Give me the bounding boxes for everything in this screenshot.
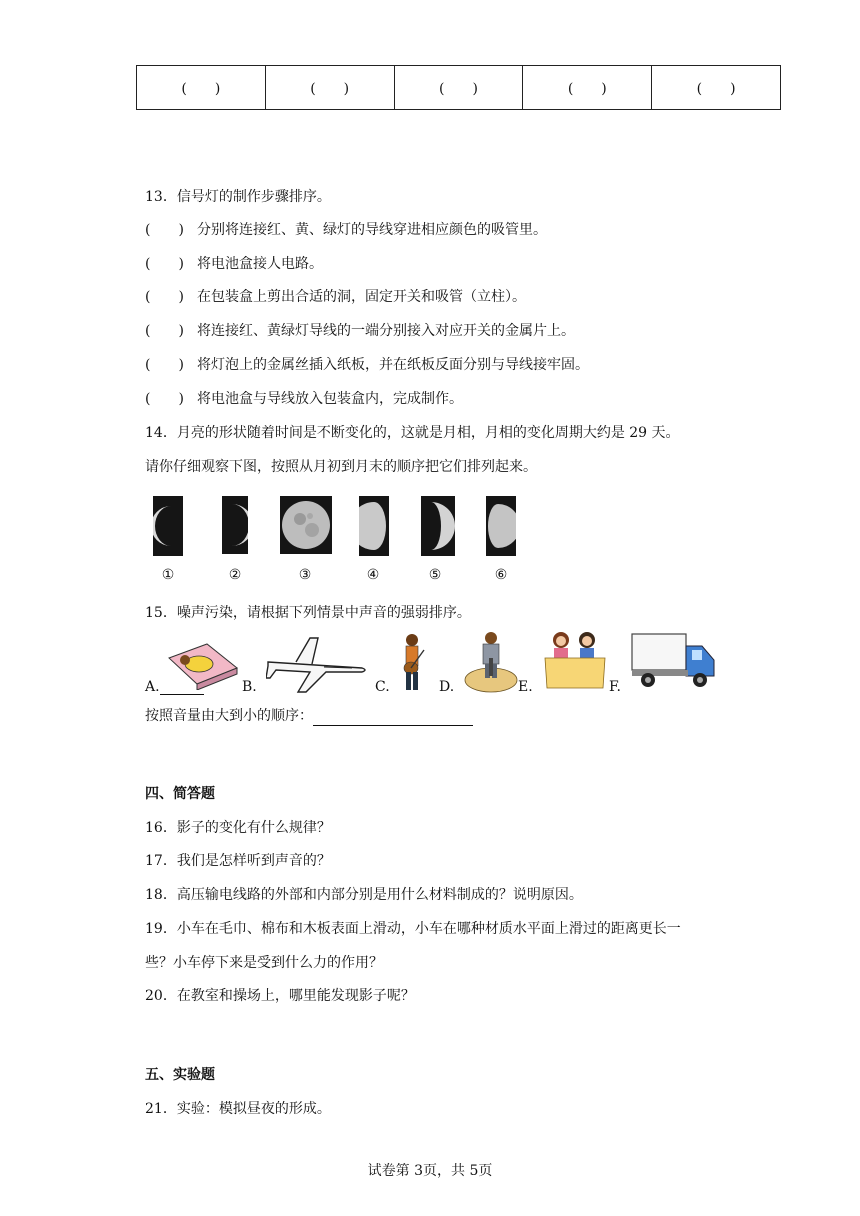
- moon-label: ⑤: [428, 567, 442, 583]
- option-d-label: D.: [439, 679, 455, 695]
- option-b-label: B.: [242, 679, 257, 695]
- answer-paren[interactable]: ( ): [145, 357, 184, 373]
- truck-picture: [630, 630, 716, 694]
- moon-label: ①: [161, 567, 175, 583]
- worker-drilling-picture: [463, 628, 519, 698]
- moon-label: ④: [366, 567, 380, 583]
- q13-step: ( ) 在包装盒上剪出合适的洞，固定开关和吸管（立柱）。: [145, 289, 526, 305]
- answer-cell[interactable]: ( ): [394, 66, 523, 110]
- answer-paren[interactable]: ( ): [145, 289, 184, 305]
- answer-cell[interactable]: ( ): [652, 66, 781, 110]
- airplane-picture: [266, 632, 370, 698]
- answer-table: [136, 65, 781, 110]
- q13-step: ( ) 将灯泡上的金属丝插入纸板，并在纸板反面分别与导线接牢固。: [145, 357, 589, 373]
- guitar-player-picture: [398, 632, 428, 698]
- moon-label: ⑥: [494, 567, 508, 583]
- q14-line1: 14．月亮的形状随着时间是不断变化的，这就是月相，月相的变化周期大约是 29 天。: [145, 425, 680, 441]
- answer-paren[interactable]: ( ): [145, 256, 184, 272]
- q15-title: 15．噪声污染，请根据下列情景中声音的强弱排序。: [145, 605, 471, 621]
- moon-phase-image: [280, 496, 332, 554]
- moon-label: ③: [298, 567, 312, 583]
- question-line: 17．我们是怎样听到声音的？: [145, 853, 331, 869]
- answer-paren[interactable]: ( ): [145, 391, 184, 407]
- moon-label: ②: [228, 567, 242, 583]
- question-line: 21．实验：模拟昼夜的形成。: [145, 1101, 331, 1117]
- q15-order-line: 按照音量由大到小的顺序：: [145, 706, 473, 726]
- answer-cell[interactable]: ( ): [137, 66, 266, 110]
- answer-blank[interactable]: [313, 711, 473, 726]
- students-at-desk-picture: [543, 628, 607, 694]
- page-footer: 试卷第 3页，共 5页: [367, 1163, 493, 1179]
- option-e-label: E.: [518, 679, 533, 695]
- answer-cell[interactable]: ( ): [523, 66, 652, 110]
- answer-blank[interactable]: [160, 680, 204, 695]
- moon-phase-image: [222, 496, 248, 554]
- moon-phase-image: [153, 496, 183, 556]
- question-line: 19．小车在毛巾、棉布和木板表面上滑动，小车在哪种材质水平面上滑过的距离更长一: [145, 921, 681, 937]
- section-heading: 五、实验题: [145, 1067, 215, 1083]
- q13-step: ( ) 分别将连接红、黄、绿灯的导线穿进相应颜色的吸管里。: [145, 222, 547, 238]
- q13-step: ( ) 将电池盒与导线放入包装盒内，完成制作。: [145, 391, 463, 407]
- option-a-label: A.: [145, 679, 204, 695]
- moon-phase-image: [359, 496, 389, 556]
- answer-paren[interactable]: ( ): [145, 323, 184, 339]
- option-f-label: F.: [609, 679, 621, 695]
- question-line: 16．影子的变化有什么规律？: [145, 820, 331, 836]
- q13-title: 13．信号灯的制作步骤排序。: [145, 189, 331, 205]
- moon-phase-image: [421, 496, 455, 556]
- q13-step: ( ) 将电池盒接人电路。: [145, 256, 323, 272]
- option-c-label: C.: [375, 679, 390, 695]
- question-line: 些？小车停下来是受到什么力的作用？: [145, 955, 383, 971]
- section-heading: 四、简答题: [145, 786, 215, 802]
- q13-step: ( ) 将连接红、黄绿灯导线的一端分别接入对应开关的金属片上。: [145, 323, 575, 339]
- answer-paren[interactable]: ( ): [145, 222, 184, 238]
- question-line: 20．在教室和操场上，哪里能发现影子呢？: [145, 988, 415, 1004]
- moon-phase-image: [486, 496, 516, 556]
- q14-line2: 请你仔细观察下图，按照从月初到月末的顺序把它们排列起来。: [145, 459, 537, 475]
- answer-cell[interactable]: ( ): [265, 66, 394, 110]
- question-line: 18．高压输电线路的外部和内部分别是用什么材料制成的？说明原因。: [145, 887, 583, 903]
